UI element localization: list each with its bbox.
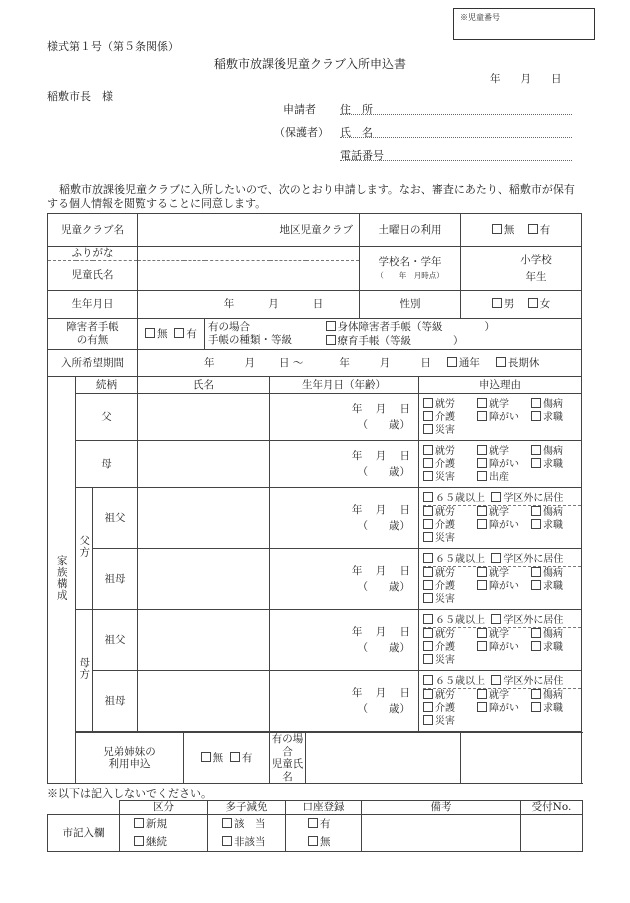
reason-label: 傷病	[543, 628, 564, 640]
family-label: 家族構成	[48, 377, 76, 784]
reason-label: 求職	[543, 519, 564, 531]
sibling-name-label: 有の場合 児童氏名	[270, 733, 306, 784]
reason-label: 障がい	[489, 519, 520, 531]
applicant-phone-field[interactable]: 電話番号	[340, 147, 572, 161]
reason-label: 傷病	[543, 567, 564, 579]
reason-checkbox[interactable]	[423, 445, 433, 455]
reason-checkbox[interactable]	[491, 614, 501, 624]
reason-checkbox[interactable]	[491, 675, 501, 685]
applicant-address-field[interactable]: 住 所	[340, 101, 572, 115]
reason-checkbox[interactable]	[423, 553, 433, 563]
reason-label: 就労	[435, 398, 456, 410]
reason-label: 学区外に居住	[503, 614, 564, 626]
reason-label: 介護	[435, 702, 456, 714]
reason-label: ６５歳以上	[435, 492, 486, 504]
remarks-header: 備考	[362, 801, 521, 815]
account-none-checkbox[interactable]	[308, 836, 318, 846]
reason-label: ６５歳以上	[435, 614, 486, 626]
mother-birth-input[interactable]: 年 月 日 （ 歳）	[270, 441, 419, 488]
paternal-grandmother-label: 祖母	[93, 549, 138, 610]
reason-checkbox[interactable]	[423, 593, 433, 603]
reason-label: 学区外に居住	[503, 492, 564, 504]
mother-label: 母	[76, 441, 138, 488]
applicant-name-field[interactable]: 氏 名	[340, 124, 572, 138]
female-checkbox[interactable]	[528, 298, 538, 308]
multi-child-header: 多子減免	[208, 801, 286, 815]
period-input[interactable]: 年 月 日 〜 年 月 日 通年 長期休	[138, 350, 582, 377]
birth-header: 生年月日（年齢）	[270, 377, 419, 394]
mother-reasons[interactable]	[419, 441, 582, 488]
disability-type-label: 有の場合 手帳の種類・等級	[205, 319, 306, 350]
office-use-table	[47, 800, 583, 852]
reason-label: 求職	[543, 458, 564, 470]
reason-checkbox[interactable]	[423, 424, 433, 434]
club-row	[48, 214, 582, 247]
reason-label: 就学	[489, 398, 510, 410]
maternal-label: 母方	[76, 610, 93, 732]
main-application-table	[47, 213, 582, 784]
reason-label: 介護	[435, 458, 456, 470]
child-name-input[interactable]	[138, 261, 360, 291]
birthdate-input[interactable]: 年 月 日	[138, 291, 360, 319]
reason-checkbox[interactable]	[531, 567, 541, 577]
reason-label: 就学	[489, 628, 510, 640]
reason-checkbox[interactable]	[531, 519, 541, 529]
reason-checkbox[interactable]	[423, 506, 433, 516]
reason-checkbox[interactable]	[423, 702, 433, 712]
reason-checkbox[interactable]	[491, 553, 501, 563]
father-birth-input[interactable]: 年 月 日 （ 歳）	[270, 394, 419, 441]
mother-name-input[interactable]	[138, 441, 270, 488]
reason-label: 障がい	[489, 641, 520, 653]
maternal-grandfather-birth-input[interactable]: 年 月 日 （ 歳）	[270, 610, 419, 671]
reason-checkbox[interactable]	[423, 411, 433, 421]
paternal-grandfather-row	[48, 488, 582, 549]
reason-label: 就労	[435, 628, 456, 640]
reason-checkbox[interactable]	[423, 567, 433, 577]
sibling-name-input-1[interactable]	[306, 733, 461, 784]
father-reasons[interactable]	[419, 394, 582, 441]
reason-label: 障がい	[489, 702, 520, 714]
reason-label: 災害	[435, 715, 456, 727]
reason-checkbox[interactable]	[423, 580, 433, 590]
paternal-grandfather-label: 祖父	[93, 488, 138, 549]
receipt-input[interactable]	[521, 815, 583, 852]
maternal-grandmother-reasons[interactable]	[419, 671, 582, 732]
reason-label: 災害	[435, 593, 456, 605]
not-applicable-checkbox[interactable]	[222, 836, 232, 846]
saturday-none-checkbox[interactable]	[492, 224, 502, 234]
long-break-checkbox[interactable]	[496, 357, 506, 367]
remarks-input[interactable]	[362, 815, 521, 852]
reason-label: ６５歳以上	[435, 553, 486, 565]
reason-label: 傷病	[543, 689, 564, 701]
furigana-input[interactable]	[138, 247, 360, 261]
reason-checkbox[interactable]	[423, 641, 433, 651]
saturday-label: 土曜日の利用	[360, 214, 461, 247]
reason-checkbox[interactable]	[477, 689, 487, 699]
reason-checkbox[interactable]	[531, 580, 541, 590]
maternal-grandmother-label: 祖母	[93, 671, 138, 732]
reason-label: 出産	[489, 471, 510, 483]
child-name-label: 児童氏名	[48, 261, 138, 291]
account-options[interactable]: 有 無	[286, 815, 362, 852]
applicable-checkbox[interactable]	[222, 818, 232, 828]
reason-checkbox[interactable]	[477, 398, 487, 408]
saturday-yes-checkbox[interactable]	[528, 224, 538, 234]
office-note: ※以下は記入しないでください。	[47, 787, 212, 800]
father-row	[48, 394, 582, 441]
applicant-label: 申請者	[283, 103, 316, 116]
reason-checkbox[interactable]	[423, 398, 433, 408]
maternal-grandfather-reasons[interactable]	[419, 610, 582, 671]
reason-checkbox[interactable]	[477, 506, 487, 516]
reason-checkbox[interactable]	[423, 614, 433, 624]
reason-label: 就労	[435, 506, 456, 518]
reason-label: 就労	[435, 689, 456, 701]
maternal-grandfather-label: 祖父	[93, 610, 138, 671]
reason-checkbox[interactable]	[423, 458, 433, 468]
reason-label: 就学	[489, 506, 510, 518]
maternal-grandmother-birth-input[interactable]: 年 月 日 （ 歳）	[270, 671, 419, 732]
reason-checkbox[interactable]	[477, 567, 487, 577]
addressee: 稲敷市長 様	[47, 90, 113, 103]
reason-label: 介護	[435, 641, 456, 653]
reason-label: 傷病	[543, 398, 564, 410]
paternal-grandmother-reasons[interactable]	[419, 549, 582, 610]
reason-label: 就学	[489, 567, 510, 579]
reason-checkbox[interactable]	[477, 628, 487, 638]
intro-text: 稲敷市放課後児童クラブに入所したいので、次のとおり申請します。なお、審査にあたり、稲敷市が保有する個人情報を閲覧することに同意します。	[47, 183, 575, 210]
reason-checkbox[interactable]	[423, 628, 433, 638]
reason-checkbox[interactable]	[423, 471, 433, 481]
physical-checkbox[interactable]	[326, 321, 336, 331]
male-checkbox[interactable]	[492, 298, 502, 308]
gender-label: 性別	[360, 291, 461, 319]
new-checkbox[interactable]	[134, 818, 144, 828]
maternal-grandmother-row	[48, 671, 582, 732]
furigana-label: ふりがな	[48, 247, 138, 261]
reason-label: 就労	[435, 445, 456, 457]
reason-label: ６５歳以上	[435, 675, 486, 687]
disability-type-options[interactable]: 身体障害者手帳（等級 ） 療育手帳（等級 ）	[306, 319, 582, 350]
reason-checkbox[interactable]	[491, 492, 501, 502]
paternal-grandfather-name-input[interactable]	[138, 488, 270, 549]
continue-checkbox[interactable]	[134, 836, 144, 846]
sibling-row	[48, 733, 582, 784]
paternal-grandfather-reasons[interactable]	[419, 488, 582, 549]
all-year-checkbox[interactable]	[447, 357, 457, 367]
account-header: 口座登録	[286, 801, 362, 815]
reason-checkbox[interactable]	[477, 471, 487, 481]
reason-checkbox[interactable]	[423, 689, 433, 699]
reason-label: 障がい	[489, 458, 520, 470]
school-input[interactable]: 小学校 年生	[461, 247, 582, 291]
account-has-checkbox[interactable]	[308, 818, 318, 828]
disability-none-checkbox[interactable]	[145, 328, 155, 338]
receipt-header: 受付No.	[521, 801, 583, 815]
name-header: 氏名	[138, 377, 270, 394]
category-header: 区分	[120, 801, 208, 815]
father-name-input[interactable]	[138, 394, 270, 441]
birthdate-label: 生年月日	[48, 291, 138, 319]
reason-checkbox[interactable]	[531, 445, 541, 455]
reason-checkbox[interactable]	[423, 715, 433, 725]
reason-checkbox[interactable]	[531, 689, 541, 699]
page-title: 稲敷市放課後児童クラブ入所申込書	[214, 57, 407, 71]
reason-label: 災害	[435, 471, 456, 483]
city-field-label: 市記入欄	[48, 815, 120, 852]
date-line[interactable]: 年 月 日	[490, 73, 562, 85]
reason-label: 求職	[543, 411, 564, 423]
reason-label: 災害	[435, 654, 456, 666]
maternal-grandfather-row	[48, 610, 582, 671]
maternal-grandfather-name-input[interactable]	[138, 610, 270, 671]
child-number-box[interactable]	[453, 8, 595, 40]
period-label: 入所希望期間	[48, 350, 138, 377]
disability-options[interactable]: 無 有	[138, 319, 205, 350]
child-number-label: ※児童番号	[460, 13, 500, 22]
reason-label: 学区外に居住	[503, 675, 564, 687]
reason-checkbox[interactable]	[531, 398, 541, 408]
reason-checkbox[interactable]	[477, 458, 487, 468]
reason-checkbox[interactable]	[423, 654, 433, 664]
disability-yes-checkbox[interactable]	[174, 328, 184, 338]
reason-checkbox[interactable]	[423, 675, 433, 685]
paternal-grandmother-birth-input[interactable]: 年 月 日 （ 歳）	[270, 549, 419, 610]
reason-label: 傷病	[543, 506, 564, 518]
reason-label: 就労	[435, 567, 456, 579]
reason-label: 就学	[489, 689, 510, 701]
reason-checkbox[interactable]	[423, 492, 433, 502]
multi-child-options[interactable]: 該 当 非該当	[208, 815, 286, 852]
reason-label: 学区外に居住	[503, 553, 564, 565]
reason-label: 求職	[543, 580, 564, 592]
relation-header: 続柄	[76, 377, 138, 394]
reason-checkbox[interactable]	[477, 702, 487, 712]
reason-checkbox[interactable]	[531, 411, 541, 421]
reason-checkbox[interactable]	[423, 519, 433, 529]
form-number: 様式第１号（第５条関係）	[47, 40, 179, 53]
reason-label: 求職	[543, 641, 564, 653]
mother-row	[48, 441, 582, 488]
disability-label: 障害者手帳 の有無	[48, 319, 138, 350]
category-options[interactable]: 新規 継続	[120, 815, 208, 852]
reason-label: 介護	[435, 519, 456, 531]
reason-label: 障がい	[489, 411, 520, 423]
reason-checkbox[interactable]	[531, 628, 541, 638]
paternal-grandfather-birth-input[interactable]: 年 月 日 （ 歳）	[270, 488, 419, 549]
paternal-grandmother-row	[48, 549, 582, 610]
reason-label: 就学	[489, 445, 510, 457]
reason-checkbox[interactable]	[477, 580, 487, 590]
reason-checkbox[interactable]	[477, 519, 487, 529]
school-label: 学校名・学年 （ 年 月時点）	[360, 247, 461, 291]
sibling-none-checkbox[interactable]	[201, 752, 211, 762]
sibling-name-input-2[interactable]	[461, 733, 582, 784]
saturday-options[interactable]: 無 有	[461, 214, 582, 247]
father-label: 父	[76, 394, 138, 441]
reason-label: 障がい	[489, 580, 520, 592]
guardian-label: （保護者）	[274, 126, 329, 139]
reason-label: 災害	[435, 424, 456, 436]
reason-label: 災害	[435, 532, 456, 544]
reason-checkbox[interactable]	[531, 641, 541, 651]
maternal-grandmother-name-input[interactable]	[138, 671, 270, 732]
sibling-yes-checkbox[interactable]	[230, 752, 240, 762]
reason-checkbox[interactable]	[477, 411, 487, 421]
reason-checkbox[interactable]	[531, 506, 541, 516]
club-name-label: 児童クラブ名	[48, 214, 138, 247]
reason-label: 介護	[435, 580, 456, 592]
reason-checkbox[interactable]	[531, 458, 541, 468]
paternal-label: 父方	[76, 488, 93, 610]
reason-checkbox[interactable]	[423, 532, 433, 542]
reason-label: 求職	[543, 702, 564, 714]
reason-label: 傷病	[543, 445, 564, 457]
club-name-input[interactable]: 地区児童クラブ	[138, 214, 360, 247]
reason-label: 介護	[435, 411, 456, 423]
reason-checkbox[interactable]	[477, 445, 487, 455]
paternal-grandmother-name-input[interactable]	[138, 549, 270, 610]
reason-checkbox[interactable]	[531, 702, 541, 712]
sibling-label: 兄弟姉妹の 利用申込	[76, 733, 184, 784]
reason-checkbox[interactable]	[477, 641, 487, 651]
sibling-options[interactable]: 無 有	[184, 733, 270, 784]
gender-options[interactable]: 男 女	[461, 291, 582, 319]
rehab-checkbox[interactable]	[326, 335, 336, 345]
reason-header: 申込理由	[419, 377, 582, 394]
